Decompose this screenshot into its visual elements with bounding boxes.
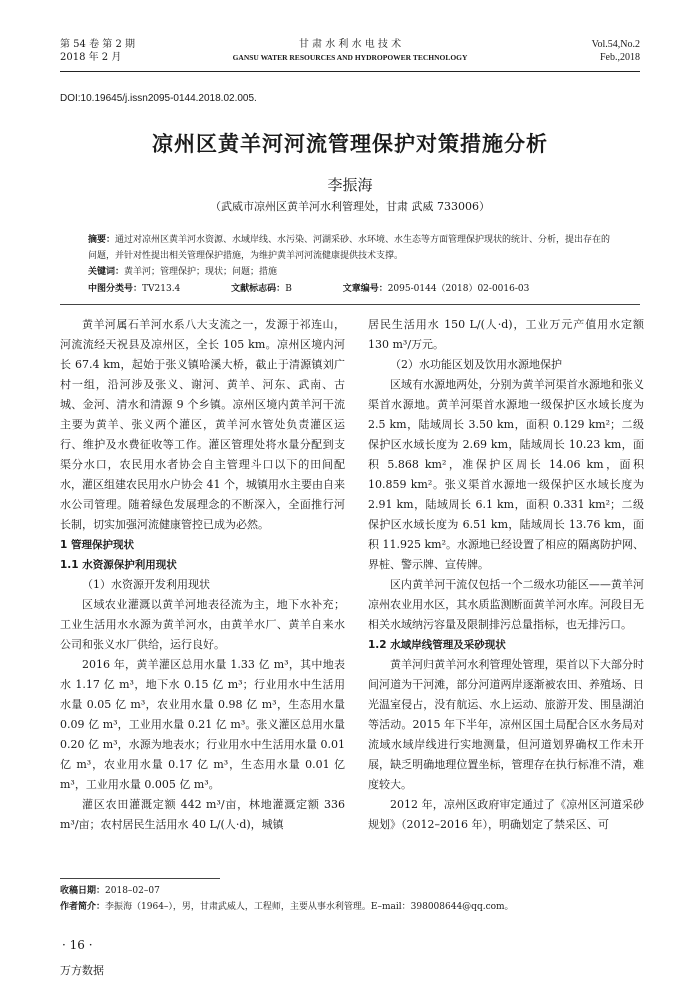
article-title: 凉州区黄羊河河流管理保护对策措施分析 (152, 131, 548, 156)
body-paragraph: 黄羊河属石羊河水系八大支流之一，发源于祁连山，河流流经天祝县及凉州区，全长 105 km。凉州区境内河长 67.4 km，起始于张义镇哈溪大桥，截止于清源镇刘广村一组，沿河涉及张义、谢河、黄羊、河东、武南、古城、金河、清水和清源 9 个乡镇。凉州区境内黄羊河干流主要为黄羊、张义两个灌区，黄羊河水管处负责灌区运行、维护及水费征收等工作。灌区管理处将水量分配到支渠分水口，农民用水者协会自主管理斗口以下的田间配水，灌区组建农民用水户协会 41 个，城镇用水主要由自来水公司管理。随着绿色发展理念的不断深入，全面推行河长制，切实加强河流健康管控已成为必然。 (60, 318, 345, 531)
page-number: · 16 · (62, 938, 93, 952)
issue-date-en: Feb.,2018 (600, 52, 640, 63)
volume-issue-en: Vol.54,No.2 (591, 39, 640, 50)
received-label: 收稿日期： (60, 886, 106, 896)
issue-info-en (592, 38, 640, 64)
body-paragraph: 2012 年，凉州区政府审定通过了《凉州区河道采砂规划》（2012–2016 年），明确划定了禁采区、可 (368, 798, 644, 831)
article-number-value: 2095-0144（2018）02-0016-03 (387, 284, 530, 294)
header-rule (60, 71, 640, 72)
classification-line (88, 281, 577, 297)
body-paragraph: 2016 年，黄羊灌区总用水量 1.33 亿 m³，其中地表水 1.17 亿 m³，地下水 0.15 亿 m³；行业用水中生活用水量 0.05 亿 m³，农业用水量 0.98 亿 m³，生态用水量 0.09 亿 m³，工业用水量 0.21 亿 m³。张义灌区总用水量 0.20 亿 m³，水源为地表水；行业用水中生活用水量 0.01 亿 m³，农业用水量 0.17 亿 m³，生态用水量 0.01 亿 m³，工业用水量 0.005 亿 m³。 (60, 658, 345, 791)
abstract (88, 232, 618, 280)
footnote (60, 883, 514, 915)
body-paragraph: 区域有水源地两处，分别为黄羊河渠首水源地和张义渠首水源地。黄羊河渠首水源地一级保护区水域长度为 2.5 km，陆域周长 3.50 km，面积 0.129 km²；二级保护区水域长度为 2.69 km，陆域周长 10.23 km，面积 5.868 km²，准保护区周长 14.06 km，面积 10.859 km²。张义渠首水源地一级保护区水域长度为 2.91 km，陆域周长 6.1 km，面积 0.331 km²；二级保护区水域长度为 6.51 km，陆域周长 13.76 km，面积 11.925 km²。水源地已经设置了相应的隔离防护网、界桩、警示牌、宣传牌。 (368, 378, 644, 571)
abstract-text: 通过对凉州区黄羊河水资源、水域岸线、水污染、河湖采砂、水环境、水生态等方面管理保护现状的统计、分析，提出存在的问题，并针对性提出相关管理保护措施，为维护黄羊河河流健康提供技术支撑。 (88, 235, 611, 261)
body-paragraph: （2）水功能区划及饮用水源地保护 (390, 358, 562, 371)
watermark: 万方数据 (60, 964, 104, 977)
body-paragraph: 灌区农田灌溉定额 442 m³/亩，林地灌溉定额 336 m³/亩；农村居民生活用水 40 L/(人·d)，城镇 (60, 798, 345, 831)
right-column (368, 315, 644, 835)
left-column (60, 315, 345, 835)
abstract-label: 摘要： (88, 235, 116, 245)
author-bio: 李振海（1964–），男，甘肃武威人，工程师，主要从事水利管理。E–mail：398008644@qq.com。 (105, 902, 514, 912)
body-paragraph: 黄羊河归黄羊河水利管理处管理，渠首以下大部分时间河道为干河滩，部分河道两岸逐渐被农田、养殖场、日光温室侵占，没有航运、水上运动、旅游开发、围垦湖泊等活动。2015 年下半年，凉州区国土局配合区水务局对流域水域岸线进行实地测量，但河道划界确权工作未开展，缺乏明确地理位置坐标，管理存在执行标准不清，难度较大。 (368, 658, 644, 791)
journal-name (60, 38, 640, 64)
body-paragraph: 居民生活用水 150 L/(人·d)，工业万元产值用水定额 130 m³/万元。 (368, 318, 644, 351)
clc-label: 中图分类号： (88, 284, 143, 294)
body-paragraph: 区内黄羊河干流仅包括一个二级水功能区——黄羊河凉州农业用水区，其水质监测断面黄羊河水库。河段目无相关水域纳污容量及限制排污总量指标，也无排污口。 (368, 578, 644, 631)
section-heading: 1.2 水域岸线管理及采砂现状 (368, 639, 506, 651)
section-heading: 1 管理保护现状 (60, 539, 134, 551)
abstract-rule (60, 304, 640, 305)
body-paragraph: （1）水资源开发利用现状 (82, 578, 210, 591)
received-date: 2018–02–07 (105, 886, 160, 896)
issue-date: 2018 年 2 月 (60, 52, 122, 63)
journal-name-en: GANSU WATER RESOURCES AND HYDROPOWER TECHNOLOGY (232, 53, 468, 62)
keywords-label: 关键词： (88, 267, 125, 277)
doc-code-value: B (285, 284, 292, 294)
body-paragraph: 区域农业灌溉以黄羊河地表径流为主，地下水补充；工业生活用水水源为黄羊河水，由黄羊水厂、黄羊自来水公司和张义水厂供给，运行良好。 (60, 598, 345, 651)
journal-name-cn: 甘 肃 水 利 水 电 技 术 (298, 39, 402, 50)
clc-value: TV213.4 (142, 284, 181, 294)
doi[interactable]: DOI:10.19645/j.issn2095-0144.2018.02.005. (60, 93, 257, 104)
article-number-label: 文章编号： (342, 284, 388, 294)
volume-issue: 第 54 卷 第 2 期 (60, 39, 135, 50)
footnote-rule (60, 878, 220, 879)
author-bio-label: 作者简介： (60, 902, 106, 912)
doc-code-label: 文献标志码： (231, 284, 286, 294)
author-affiliation: （武威市凉州区黄羊河水利管理处，甘肃 武威 733006） (210, 200, 490, 213)
section-heading: 1.1 水资源保护利用现状 (60, 559, 177, 571)
running-header (60, 38, 640, 72)
author-name: 李振海 (327, 176, 373, 194)
keywords-text: 黄羊河；管理保护；现状；问题；措施 (124, 267, 278, 277)
